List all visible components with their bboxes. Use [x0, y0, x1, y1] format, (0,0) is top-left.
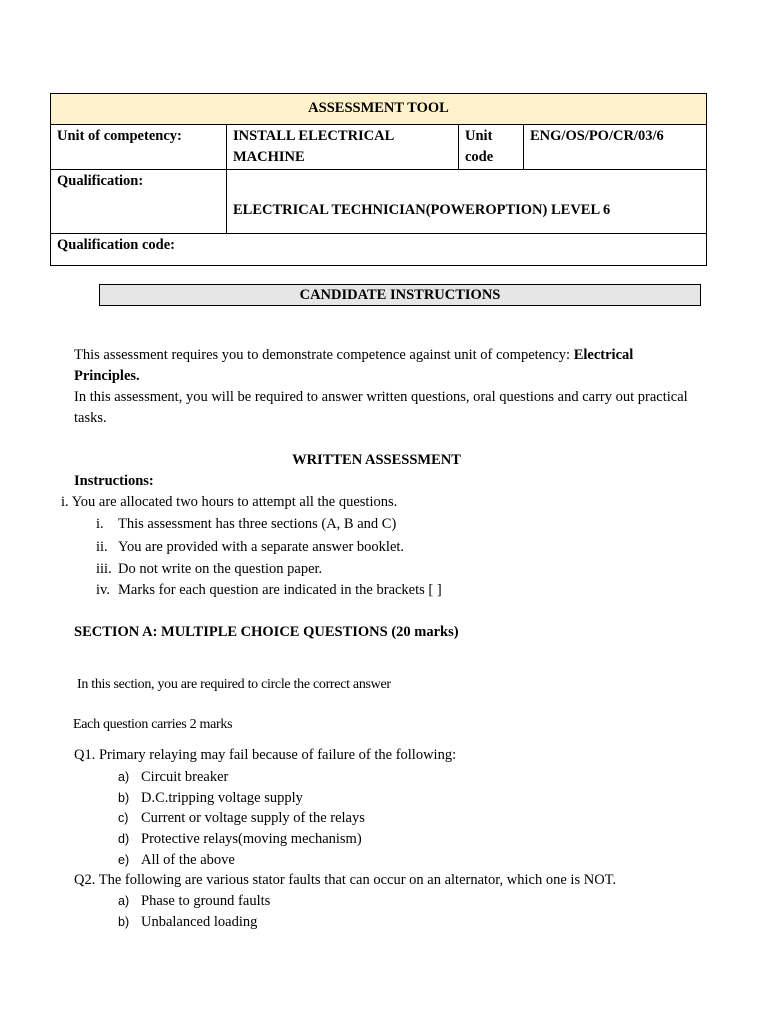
question-1-option: c) Current or voltage supply of the relays — [118, 810, 365, 826]
instructions-label: Instructions: — [74, 473, 154, 489]
question-2-option: b) Unbalanced loading — [118, 914, 258, 930]
intro-paragraph — [74, 345, 694, 429]
intro-text-2: In this assessment, you will be required to answer written questions, oral questions and carry out practical tasks. — [74, 389, 688, 426]
intro-text: This assessment requires you to demonstrate competence against unit of competency: — [74, 347, 574, 363]
unit-of-competency-value: INSTALL ELECTRICAL MACHINE — [227, 125, 459, 170]
question-1: Q1. Primary relaying may fail because of failure of the following: — [74, 747, 457, 763]
question-1-option: b) D.C.tripping voltage supply — [118, 790, 303, 806]
written-assessment-heading: WRITTEN ASSESSMENT — [292, 452, 461, 468]
qualification-code-label: Qualification code: — [51, 234, 707, 266]
question-1-option: d) Protective relays(moving mechanism) — [118, 831, 362, 847]
section-a-heading: SECTION A: MULTIPLE CHOICE QUESTIONS (20 marks) — [74, 624, 459, 640]
instruction-item: iv. Marks for each question are indicated in the brackets [ ] — [96, 582, 442, 598]
candidate-instructions-heading: CANDIDATE INSTRUCTIONS — [99, 284, 701, 306]
instruction-item: ii. You are provided with a separate answer booklet. — [96, 539, 405, 555]
assessment-tool-title: ASSESSMENT TOOL — [51, 94, 707, 125]
unit-code-value: ENG/OS/PO/CR/03/6 — [524, 125, 707, 170]
question-2: Q2. The following are various stator faults that can occur on an alternator, which one is NOT. — [74, 872, 617, 888]
section-a-note-circle: In this section, you are required to circle the correct answer — [77, 677, 391, 692]
question-2-option: a) Phase to ground faults — [118, 893, 271, 909]
unit-code-label: Unit code — [459, 125, 524, 170]
assessment-tool-table — [50, 93, 707, 266]
qualification-value: ELECTRICAL TECHNICIAN(POWEROPTION) LEVEL 6 — [227, 170, 707, 234]
instruction-item-first: i. You are allocated two hours to attempt all the questions. — [61, 494, 398, 510]
unit-of-competency-label: Unit of competency: — [51, 125, 227, 170]
qualification-label: Qualification: — [51, 170, 227, 234]
section-a-note-marks: Each question carries 2 marks — [73, 717, 233, 732]
question-1-option: e) All of the above — [118, 852, 235, 868]
instruction-item: iii. Do not write on the question paper. — [96, 561, 323, 577]
question-1-option: a) Circuit breaker — [118, 769, 229, 785]
intro-unit-name: Electrical Principles. — [74, 347, 634, 384]
instruction-item: i. This assessment has three sections (A, B and C) — [96, 516, 397, 532]
